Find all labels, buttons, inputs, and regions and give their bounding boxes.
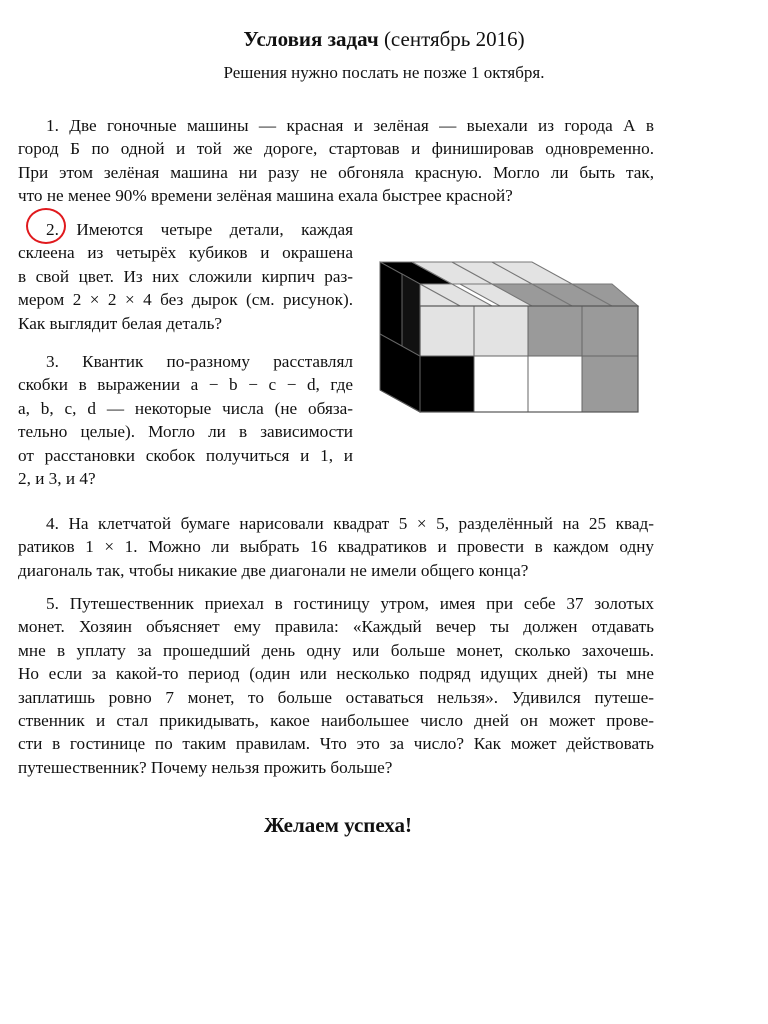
brick-front-face	[420, 306, 638, 412]
problem-2-line: склеена из четырёх кубиков и окрашена	[18, 243, 353, 263]
problem-2-line: Как выглядит белая деталь?	[18, 313, 223, 333]
problem-1-line: 1. Две гоночные машины — красная и зелёная — выехали из города А в	[46, 116, 654, 135]
title-date: (сентябрь 2016)	[383, 27, 525, 51]
front-cube	[420, 356, 474, 412]
problem-5-line: мне в уплату за прошедший день одну или больше монет, сколько захочешь.	[18, 640, 654, 660]
problem-2-line: мером 2 × 2 × 4 без дырок (см. рисунок).	[18, 290, 353, 310]
problem-1-line: что не менее 90% времени зелёная машина ехала быстрее красной?	[18, 186, 513, 206]
red-circle-annotation	[26, 208, 66, 244]
problem-1-line: город Б по одной и той же дороге, стартовав и финишировав одновременно.	[18, 139, 654, 159]
problem-3-line: тельно целые). Могло ли в зависимости	[18, 422, 353, 442]
problem-3-line: a, b, c, d — некоторые числа (не обяза-	[18, 398, 353, 418]
problem-5-line: путешественник? Почему нельзя прожить больше?	[18, 757, 393, 777]
problem-2-line: 2. Имеются четыре детали, каждая	[46, 220, 353, 239]
front-cube	[528, 356, 582, 412]
problem-3-line: 3. Квантик по-разному расставлял	[46, 352, 353, 371]
page-title	[0, 26, 768, 52]
front-cube	[474, 306, 528, 356]
problem-5-line: заплатишь ровно 7 монет, то больше оставаться нельзя». Удивился путеше-	[18, 687, 654, 707]
problem-1	[18, 114, 654, 208]
problem-5-line: монет. Хозяин объясняет ему правила: «Каждый вечер ты должен отдавать	[18, 617, 654, 637]
problem-3	[18, 350, 353, 490]
problem-4-line: диагональ так, чтобы никакие две диагонали не имели общего конца?	[18, 560, 529, 580]
problem-5-line: 5. Путешественник приехал в гостиницу утром, имея при себе 37 золотых	[46, 594, 654, 613]
front-cube	[528, 306, 582, 356]
title-bold: Условия задач	[243, 27, 379, 51]
closing-wish: Желаем успеха!	[263, 813, 413, 837]
problem-4-line: ратиков 1 × 1. Можно ли выбрать 16 квадратиков и провести в каждом одну	[18, 537, 654, 557]
problem-5	[18, 592, 654, 779]
problem-2-line: в свой цвет. Из них сложили кирпич раз-	[18, 266, 353, 286]
problem-3-line: от расстановки скобок получиться и 1, и	[18, 445, 353, 465]
deadline-note: Решения нужно послать не позже 1 октября.	[223, 63, 545, 82]
problem-4	[18, 512, 654, 582]
problem-5-line: ственник и стал прикидывать, какое наибольшее число дней он может прове-	[18, 711, 654, 731]
problem-2	[18, 218, 353, 335]
problem-5-line: Но если за какой-то период (один или несколько подряд идущих дней) ты мне	[18, 664, 654, 684]
problem-5-line: сти в гостинице по таким правилам. Что это за число? Как может действовать	[18, 734, 654, 754]
front-cube	[582, 356, 638, 412]
problem-3-line: 2, и 3, и 4?	[18, 469, 96, 489]
front-cube	[582, 306, 638, 356]
problem-4-line: 4. На клетчатой бумаге нарисовали квадрат 5 × 5, разделённый на 25 квад-	[46, 514, 654, 533]
problem-1-line: При этом зелёная машина ни разу не обгоняла красную. Могло ли быть так,	[18, 162, 654, 182]
front-cube	[474, 356, 528, 412]
brick-figure	[372, 256, 646, 422]
problem-3-line: скобки в выражении a − b − c − d, где	[18, 375, 353, 395]
side-cube	[402, 274, 420, 356]
front-cube	[420, 306, 474, 356]
brick-side-face	[380, 262, 420, 412]
